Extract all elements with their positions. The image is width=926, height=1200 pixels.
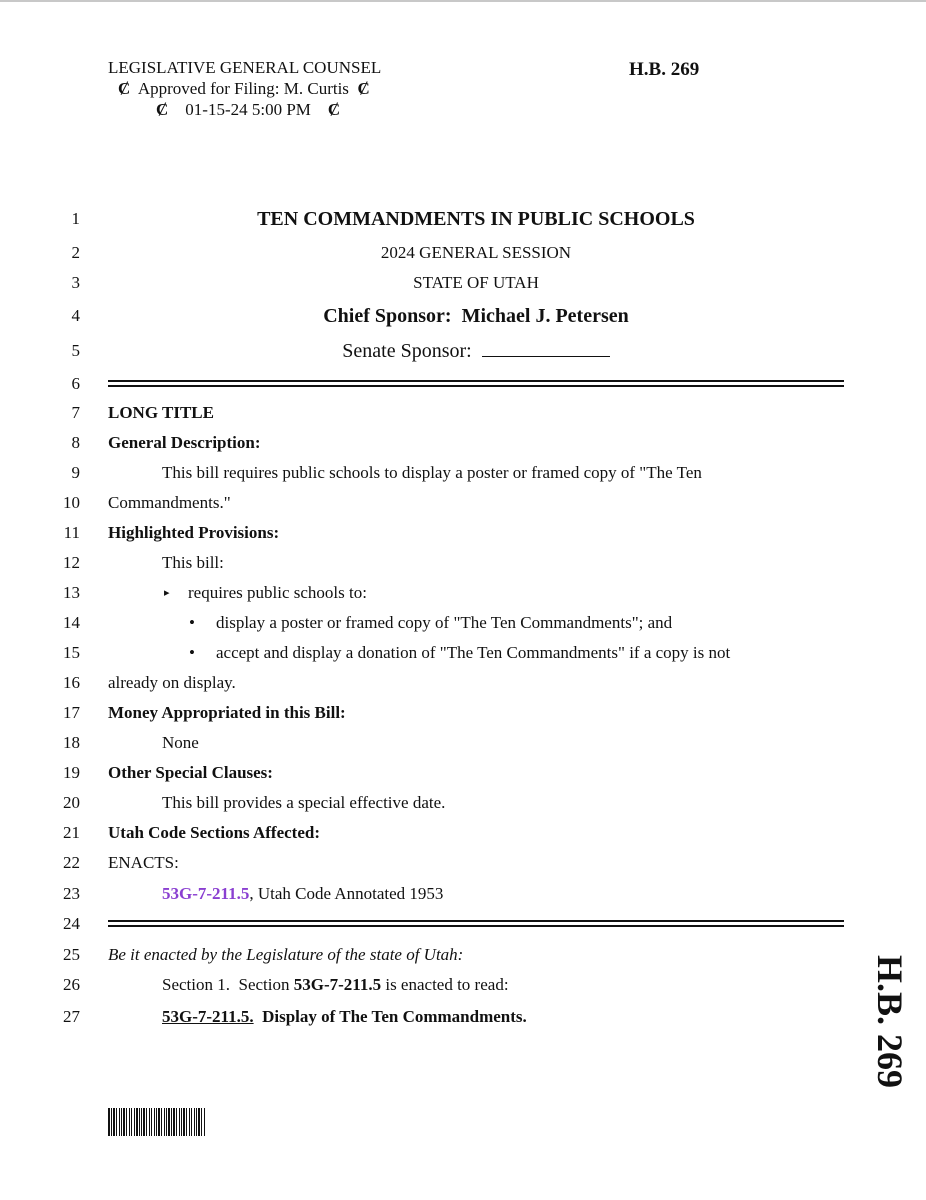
line-13 (0, 578, 926, 608)
line-8 (0, 428, 926, 458)
bill-number: H.B. 269 (629, 59, 700, 80)
barcode-bar (205, 1108, 206, 1136)
enacted-section (162, 879, 443, 909)
code-sections-heading: Utah Code Sections Affected: (108, 823, 320, 842)
provision-item: requires public schools to: (188, 583, 367, 602)
approval-datetime: 01-15-24 5:00 PM (185, 100, 311, 119)
line-number: 17 (63, 703, 80, 722)
line-number: 27 (63, 1007, 80, 1026)
line-number: 15 (63, 643, 80, 662)
line-18 (0, 728, 926, 758)
provision-subitem: accept and display a donation of "The Ten Commandments" if a copy is not (216, 643, 731, 662)
double-rule-top (108, 380, 844, 382)
line-number: 11 (63, 523, 80, 542)
line-9 (0, 458, 926, 488)
state: STATE OF UTAH (413, 273, 539, 292)
approval-datetime-line (156, 100, 340, 120)
section-heading (162, 1002, 527, 1032)
side-bill-number: H.B. 269 (870, 955, 910, 1089)
line-number: 2 (71, 243, 80, 262)
line-11 (0, 518, 926, 548)
general-description-heading: General Description: (108, 433, 261, 452)
description-text: This bill requires public schools to display a poster or framed copy of "The Ten (162, 463, 702, 482)
section-enactment (162, 970, 509, 1000)
line-27 (0, 1002, 926, 1032)
line-number: 8 (71, 433, 80, 452)
line-number: 1 (71, 209, 80, 228)
senate-sponsor-label: Senate Sponsor: (342, 340, 472, 362)
line-number: 9 (71, 463, 80, 482)
line-number: 16 (63, 673, 80, 692)
enacts-label: ENACTS: (108, 853, 179, 872)
line-number: 13 (63, 583, 80, 602)
line-17 (0, 698, 926, 728)
triangle-bullet-icon: ▸ (164, 587, 170, 599)
line-3 (0, 268, 926, 298)
line-number: 7 (71, 403, 80, 422)
line-26 (0, 970, 926, 1000)
line-2 (0, 238, 926, 268)
line-number: 4 (71, 306, 80, 325)
section-suffix: is enacted to read: (381, 975, 509, 994)
top-border (0, 0, 926, 2)
line-23 (0, 879, 926, 909)
section-link[interactable]: 53G-7-211.5 (162, 884, 250, 903)
line-21 (0, 818, 926, 848)
office-name: LEGISLATIVE GENERAL COUNSEL (108, 58, 382, 77)
approval-line (118, 79, 370, 99)
line-12 (0, 548, 926, 578)
line-number: 19 (63, 763, 80, 782)
line-number: 26 (63, 975, 80, 994)
line-7 (0, 398, 926, 428)
section-citation: , Utah Code Annotated 1953 (249, 884, 444, 903)
special-clauses-text: This bill provides a special effective date. (162, 793, 446, 812)
appropriations-value: None (162, 733, 199, 752)
approval-text: Approved for Filing: M. Curtis (137, 79, 349, 98)
barcode (108, 1108, 206, 1136)
line-number: 12 (63, 553, 80, 572)
double-rule-top (108, 920, 844, 922)
line-6 (0, 369, 926, 399)
line-22 (0, 848, 926, 878)
bill-title: TEN COMMANDMENTS IN PUBLIC SCHOOLS (257, 208, 695, 230)
line-number: 20 (63, 793, 80, 812)
section-heading-title: Display of The Ten Commandments. (262, 1007, 527, 1026)
provision-subitem: display a poster or framed copy of "The Ten Commandments"; and (216, 613, 673, 632)
appropriations-heading: Money Appropriated in this Bill: (108, 703, 346, 722)
line-4 (0, 301, 926, 331)
section-heading-number: 53G-7-211.5. (162, 1007, 254, 1026)
senate-sponsor-blank (482, 338, 610, 357)
filing-marker-icon: Ȼ (327, 100, 341, 119)
line-number: 18 (63, 733, 80, 752)
filing-marker-icon: Ȼ (118, 79, 131, 98)
line-5 (0, 336, 926, 366)
line-10 (0, 488, 926, 518)
description-text: Commandments." (108, 493, 231, 512)
line-24 (0, 909, 926, 939)
line-number: 6 (71, 374, 80, 393)
highlighted-provisions-heading: Highlighted Provisions: (108, 523, 280, 542)
bullet-icon: • (189, 613, 195, 632)
line-number: 24 (63, 914, 80, 933)
filing-marker-icon: Ȼ (156, 100, 169, 119)
line-number: 5 (71, 341, 80, 360)
section-prefix: Section 1. Section (162, 975, 294, 994)
double-rule-bottom (108, 925, 844, 927)
long-title-heading: LONG TITLE (108, 403, 214, 422)
line-15 (0, 638, 926, 668)
provisions-intro: This bill: (162, 553, 224, 572)
enacting-clause: Be it enacted by the Legislature of the state of Utah: (108, 945, 464, 964)
chief-sponsor: Chief Sponsor: Michael J. Petersen (323, 305, 629, 327)
provision-continuation: already on display. (108, 673, 236, 692)
session: 2024 GENERAL SESSION (380, 243, 572, 262)
line-number: 21 (63, 823, 80, 842)
line-20 (0, 788, 926, 818)
special-clauses-heading: Other Special Clauses: (108, 763, 273, 782)
line-number: 3 (71, 273, 80, 292)
filing-marker-icon: Ȼ (357, 79, 370, 98)
bullet-icon: • (189, 643, 195, 662)
section-number: 53G-7-211.5 (293, 975, 382, 994)
line-number: 23 (63, 884, 80, 903)
line-19 (0, 758, 926, 788)
line-1 (0, 204, 926, 234)
line-14 (0, 608, 926, 638)
line-number: 10 (63, 493, 80, 512)
line-16 (0, 668, 926, 698)
senate-sponsor (108, 336, 844, 366)
line-number: 14 (63, 613, 80, 632)
double-rule-bottom (108, 385, 844, 387)
line-25 (0, 940, 926, 970)
line-number: 25 (63, 945, 80, 964)
line-number: 22 (63, 853, 80, 872)
